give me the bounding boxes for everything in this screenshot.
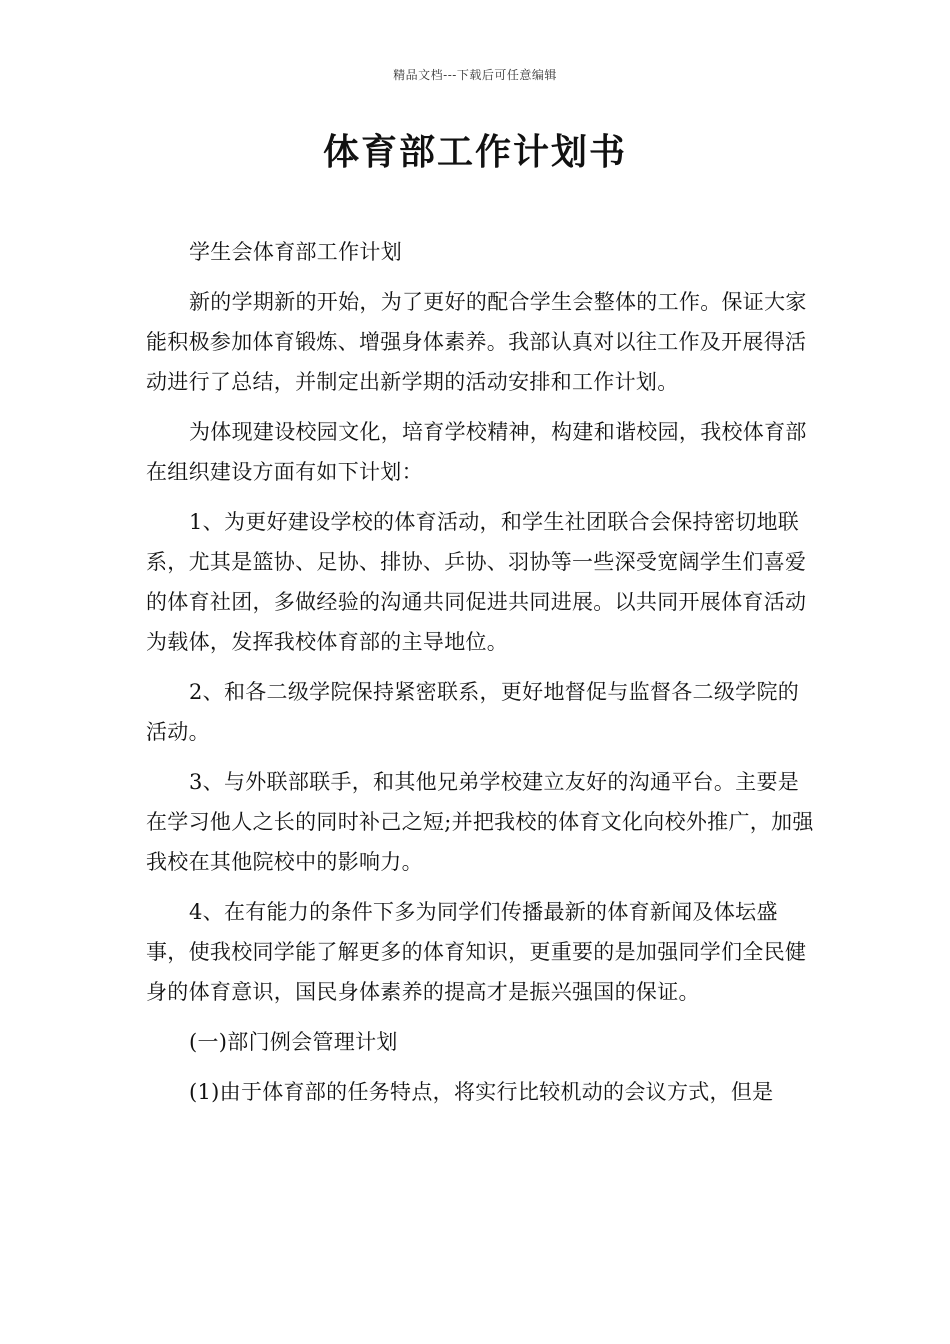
document-title: 体育部工作计划书: [322, 131, 627, 173]
paragraph-meeting-1: (1)由于体育部的任务特点，将实行比较机动的会议方式，但是: [189, 1080, 774, 1104]
paragraph-subtitle: 学生会体育部工作计划: [189, 240, 402, 264]
header-note: 精品文档---下载后可任意编辑: [393, 68, 557, 82]
paragraph-intro: 新的学期新的开始，为了更好的配合学生会整体的工作。保证大家能积极参加体育锻炼、增强身体素养。我部认真对以往工作及开展得活动进行了总结，并制定出新学期的活动安排和工作计划。: [146, 290, 807, 394]
paragraph-item-2: 2、和各二级学院保持紧密联系，更好地督促与监督各二级学院的活动。: [146, 680, 800, 744]
paragraph-item-4: 4、在有能力的条件下多为同学们传播最新的体育新闻及体坛盛事，使我校同学能了解更多的体育知识，更重要的是加强同学们全民健身的体育意识，国民身体素养的提高才是振兴强国的保证。: [146, 900, 807, 1004]
paragraph-item-3: 3、与外联部联手，和其他兄弟学校建立友好的沟通平台。主要是在学习他人之长的同时补己之短;并把我校的体育文化向校外推广，加强我校在其他院校中的影响力。: [146, 770, 814, 874]
document-body: [146, 232, 814, 1122]
paragraph-item-1: 1、为更好建设学校的体育活动，和学生社团联合会保持密切地联系，尤其是篮协、足协、排协、乒协、羽协等一些深受宽阔学生们喜爱的体育社团，多做经验的沟通共同促进共同进展。以共同开展体育活动为载体，发挥我校体育部的主导地位。: [146, 510, 807, 654]
section-heading-meeting: (一)部门例会管理计划: [189, 1030, 398, 1054]
paragraph-plan-overview: 为体现建设校园文化，培育学校精神，构建和谐校园，我校体育部在组织建设方面有如下计划：: [146, 420, 807, 484]
